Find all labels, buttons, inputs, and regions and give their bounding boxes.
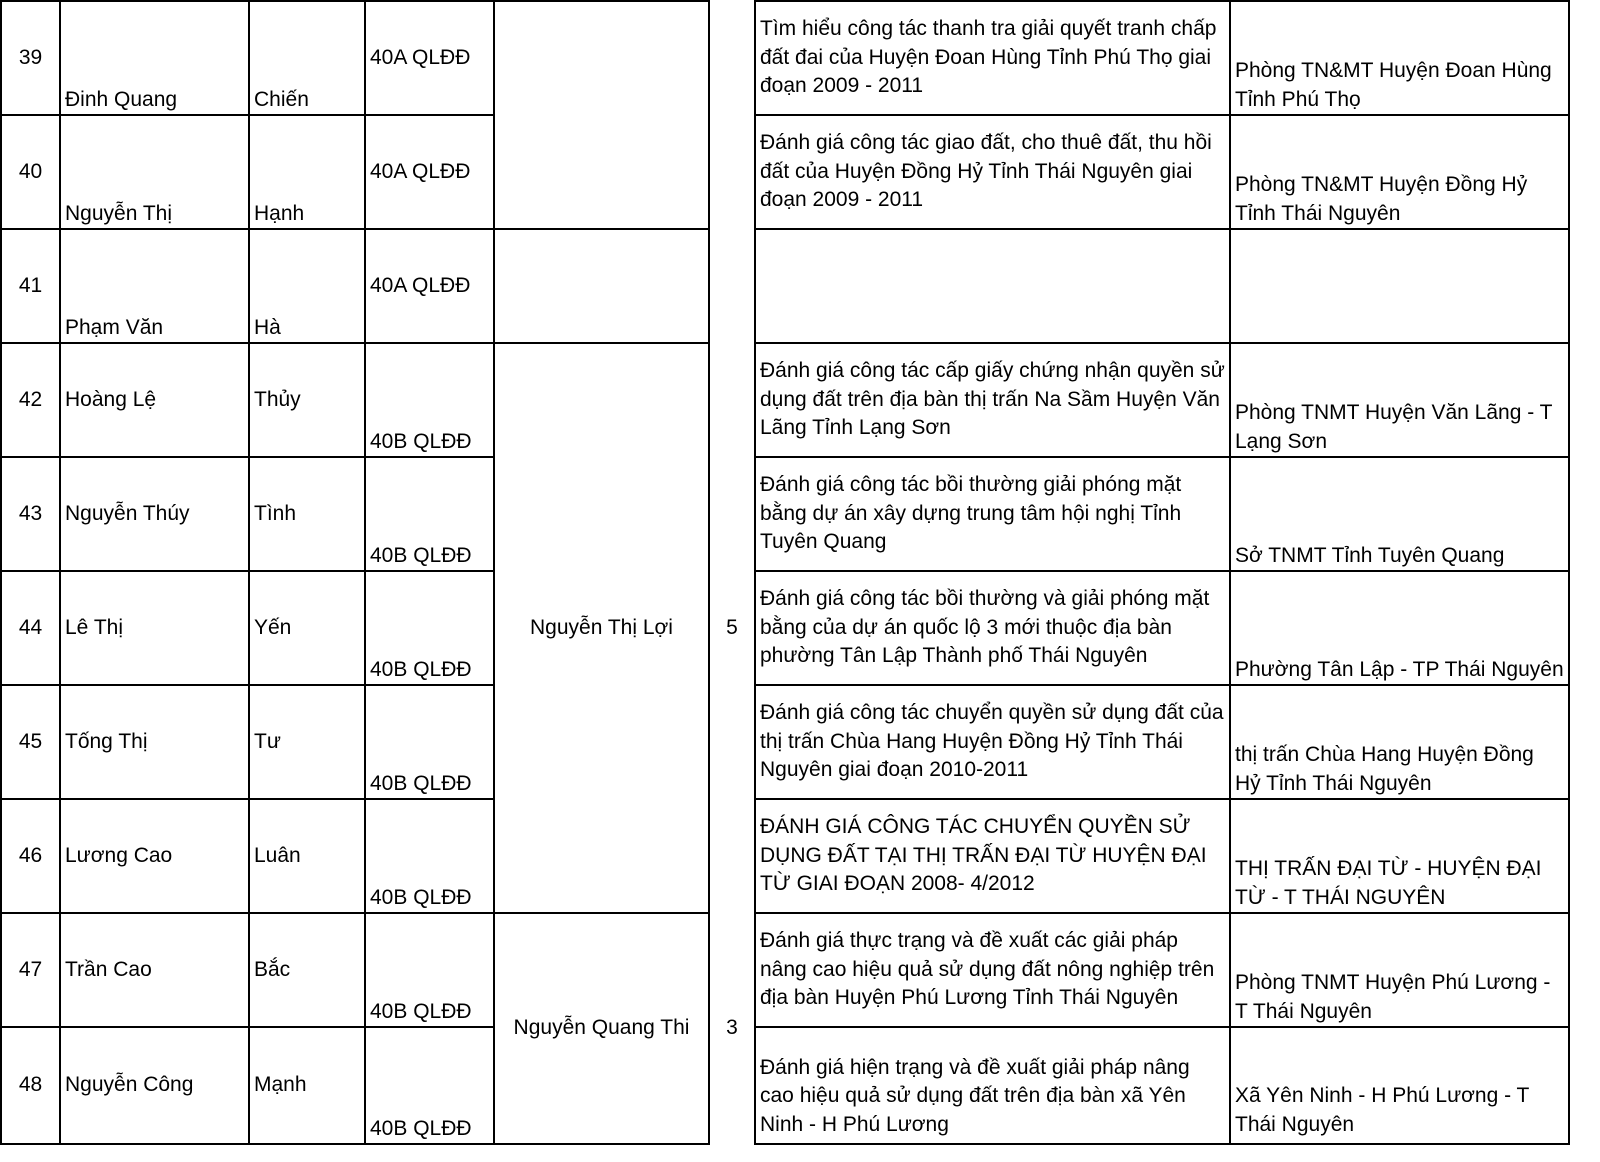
table-row [1,913,1569,1027]
supervisor-student-count: 5 [709,343,755,913]
given-name-cell: Bắc [249,913,365,1027]
surname-cell: Tống Thị [60,685,249,799]
class-cell: 40A QLĐĐ [365,115,494,229]
internship-place-cell: Sở TNMT Tỉnh Tuyên Quang [1230,457,1569,571]
supervisor-cell [494,115,709,229]
row-number: 46 [1,799,60,913]
internship-place-cell: Phòng TNMT Huyện Phú Lương - T Thái Nguyên [1230,913,1569,1027]
class-cell: 40B QLĐĐ [365,913,494,1027]
given-name-cell: Hạnh [249,115,365,229]
class-cell: 40B QLĐĐ [365,1027,494,1144]
row-number: 44 [1,571,60,685]
class-cell: 40B QLĐĐ [365,457,494,571]
supervisor-cell [494,1,709,115]
class-cell: 40A QLĐĐ [365,229,494,343]
row-number: 42 [1,343,60,457]
surname-cell: Lương Cao [60,799,249,913]
supervisor-cell [494,229,709,343]
table-row [1,1,1569,115]
given-name-cell: Thủy [249,343,365,457]
count-cell [709,115,755,229]
surname-cell: Phạm Văn [60,229,249,343]
thesis-topic-cell: Đánh giá công tác bồi thường giải phóng mặt bằng dự án xây dựng trung tâm hội nghị Tỉnh Tuyên Quang [755,457,1230,571]
class-cell: 40B QLĐĐ [365,343,494,457]
internship-place-cell: thị trấn Chùa Hang Huyện Đồng Hỷ Tỉnh Thái Nguyên [1230,685,1569,799]
row-number: 43 [1,457,60,571]
internship-place-cell: Phòng TN&MT Huyện Đoan Hùng Tỉnh Phú Thọ [1230,1,1569,115]
row-number: 45 [1,685,60,799]
internship-place-cell: Xã Yên Ninh - H Phú Lương - T Thái Nguyên [1230,1027,1569,1144]
table-row [1,571,1569,685]
thesis-topic-cell: Đánh giá công tác chuyển quyền sử dụng đất của thị trấn Chùa Hang Huyện Đồng Hỷ Tỉnh Thái Nguyên giai đoạn 2010-2011 [755,685,1230,799]
thesis-topic-cell: Đánh giá thực trạng và đề xuất các giải pháp nâng cao hiệu quả sử dụng đất nông nghiệp trên địa bàn Huyện Phú Lương Tỉnh Thái Nguyên [755,913,1230,1027]
surname-cell: Nguyễn Thúy [60,457,249,571]
surname-cell: Đinh Quang [60,1,249,115]
count-cell [709,229,755,343]
table-row [1,1027,1569,1144]
given-name-cell: Luân [249,799,365,913]
internship-place-cell: Phòng TN&MT Huyện Đồng Hỷ Tỉnh Thái Nguyên [1230,115,1569,229]
table-row [1,685,1569,799]
internship-place-cell [1230,229,1569,343]
table-row [1,799,1569,913]
thesis-topic-cell: Đánh giá công tác giao đất, cho thuê đất, thu hồi đất của Huyện Đồng Hỷ Tỉnh Thái Nguyên giai đoạn 2009 - 2011 [755,115,1230,229]
thesis-topic-cell: Đánh giá công tác cấp giấy chứng nhận quyền sử dụng đất trên địa bàn thị trấn Na Sầm Huyện Văn Lãng Tỉnh Lạng Sơn [755,343,1230,457]
given-name-cell: Hà [249,229,365,343]
internship-place-cell: Phường Tân Lập - TP Thái Nguyên [1230,571,1569,685]
table-row [1,343,1569,457]
internship-place-cell: Phòng TNMT Huyện Văn Lãng - T Lạng Sơn [1230,343,1569,457]
surname-cell: Nguyễn Công [60,1027,249,1144]
surname-cell: Lê Thị [60,571,249,685]
table-row [1,115,1569,229]
surname-cell: Nguyễn Thị [60,115,249,229]
thesis-topic-cell: Đánh giá công tác bồi thường và giải phóng mặt bằng của dự án quốc lộ 3 mới thuộc địa bàn phường Tân Lập Thành phố Thái Nguyên [755,571,1230,685]
given-name-cell: Tình [249,457,365,571]
thesis-topic-cell: Đánh giá hiện trạng và đề xuất giải pháp nâng cao hiệu quả sử dụng đất trên địa bàn xã Yên Ninh - H Phú Lương [755,1027,1230,1144]
given-name-cell: Chiến [249,1,365,115]
internship-place-cell: THỊ TRẤN ĐẠI TỪ - HUYỆN ĐẠI TỪ - T THÁI NGUYÊN [1230,799,1569,913]
row-number: 39 [1,1,60,115]
supervisor-name: Nguyễn Thị Lợi [494,343,709,913]
thesis-topic-cell: ĐÁNH GIÁ CÔNG TÁC CHUYỂN QUYỀN SỬ DỤNG ĐẤT TẠI THỊ TRẤN ĐẠI TỪ HUYỆN ĐẠI TỪ GIAI ĐOẠN 2008- 4/2012 [755,799,1230,913]
given-name-cell: Yến [249,571,365,685]
count-cell [709,1,755,115]
given-name-cell: Mạnh [249,1027,365,1144]
class-cell: 40B QLĐĐ [365,685,494,799]
table-row [1,229,1569,343]
row-number: 48 [1,1027,60,1144]
class-cell: 40B QLĐĐ [365,799,494,913]
class-cell: 40A QLĐĐ [365,1,494,115]
surname-cell: Hoàng Lệ [60,343,249,457]
surname-cell: Trần Cao [60,913,249,1027]
row-number: 40 [1,115,60,229]
given-name-cell: Tư [249,685,365,799]
row-number: 41 [1,229,60,343]
thesis-topic-cell: Tìm hiểu công tác thanh tra giải quyết tranh chấp đất đai của Huyện Đoan Hùng Tỉnh Phú Thọ giai đoạn 2009 - 2011 [755,1,1230,115]
row-number: 47 [1,913,60,1027]
supervisor-student-count: 3 [709,913,755,1144]
thesis-topic-cell [755,229,1230,343]
supervisor-name: Nguyễn Quang Thi [494,913,709,1144]
table-row [1,457,1569,571]
class-cell: 40B QLĐĐ [365,571,494,685]
